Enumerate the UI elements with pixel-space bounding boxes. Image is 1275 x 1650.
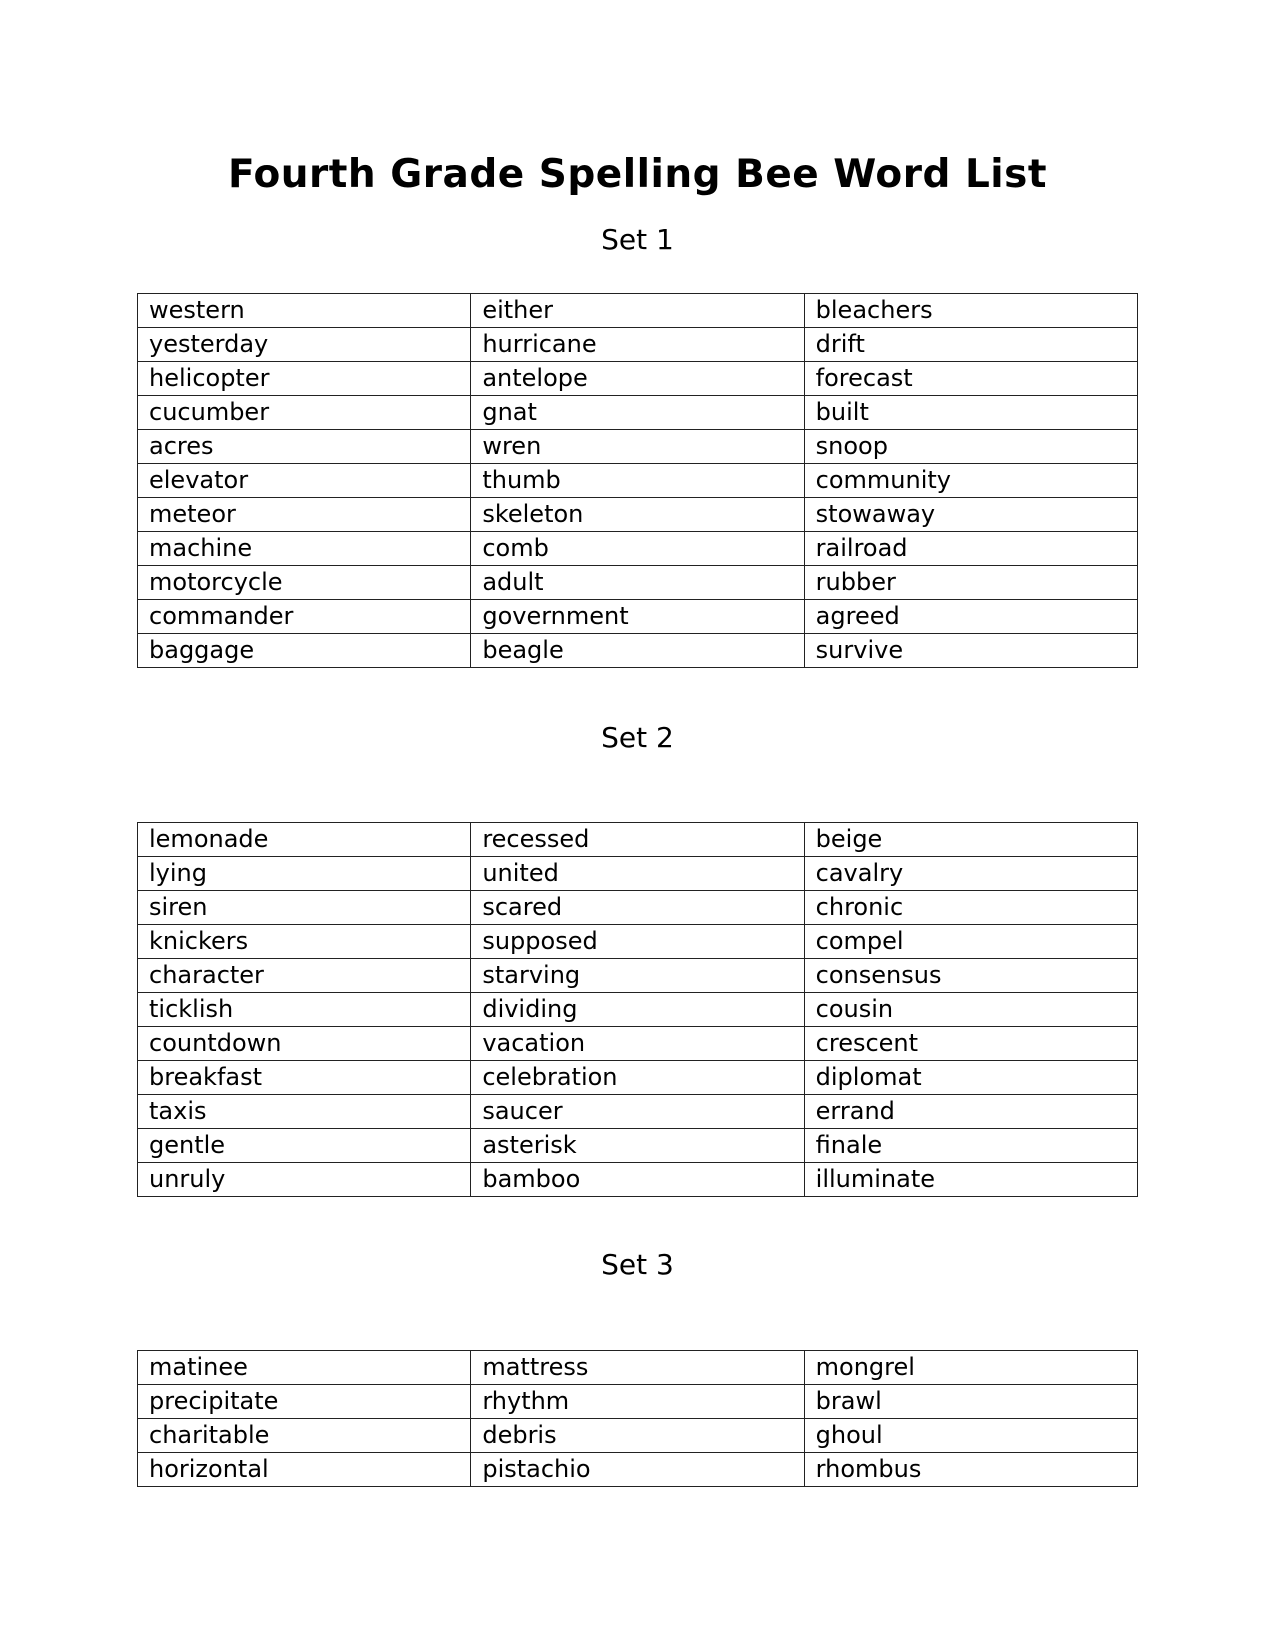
word-cell: precipitate	[138, 1385, 471, 1419]
word-cell: finale	[804, 1129, 1137, 1163]
set-1-heading: Set 1	[601, 223, 674, 256]
table-row	[138, 1163, 1138, 1197]
word-cell: rubber	[804, 566, 1137, 600]
word-cell: consensus	[804, 959, 1137, 993]
word-cell: cavalry	[804, 857, 1137, 891]
set-2-word-table	[137, 822, 1138, 1197]
word-cell: compel	[804, 925, 1137, 959]
word-cell: skeleton	[471, 498, 804, 532]
word-cell: either	[471, 294, 804, 328]
word-cell: yesterday	[138, 328, 471, 362]
table-row	[138, 1351, 1138, 1385]
word-cell: commander	[138, 600, 471, 634]
word-cell: hurricane	[471, 328, 804, 362]
word-cell: railroad	[804, 532, 1137, 566]
word-cell: built	[804, 396, 1137, 430]
table-row	[138, 891, 1138, 925]
set-3-heading: Set 3	[601, 1248, 674, 1281]
word-cell: illuminate	[804, 1163, 1137, 1197]
table-row	[138, 1061, 1138, 1095]
word-cell: cucumber	[138, 396, 471, 430]
word-cell: diplomat	[804, 1061, 1137, 1095]
word-cell: pistachio	[471, 1453, 804, 1487]
word-cell: rhythm	[471, 1385, 804, 1419]
word-cell: siren	[138, 891, 471, 925]
word-cell: taxis	[138, 1095, 471, 1129]
set-1-word-table	[137, 293, 1138, 668]
word-cell: matinee	[138, 1351, 471, 1385]
table-row	[138, 600, 1138, 634]
word-cell: celebration	[471, 1061, 804, 1095]
word-cell: mattress	[471, 1351, 804, 1385]
word-cell: acres	[138, 430, 471, 464]
word-cell: horizontal	[138, 1453, 471, 1487]
word-cell: cousin	[804, 993, 1137, 1027]
word-cell: supposed	[471, 925, 804, 959]
word-cell: gentle	[138, 1129, 471, 1163]
word-cell: recessed	[471, 823, 804, 857]
word-cell: stowaway	[804, 498, 1137, 532]
word-cell: meteor	[138, 498, 471, 532]
word-cell: ghoul	[804, 1419, 1137, 1453]
word-cell: lying	[138, 857, 471, 891]
table-row	[138, 857, 1138, 891]
table-row	[138, 566, 1138, 600]
word-cell: mongrel	[804, 1351, 1137, 1385]
word-cell: vacation	[471, 1027, 804, 1061]
word-cell: community	[804, 464, 1137, 498]
word-cell: dividing	[471, 993, 804, 1027]
word-cell: snoop	[804, 430, 1137, 464]
table-row	[138, 823, 1138, 857]
word-cell: thumb	[471, 464, 804, 498]
table-row	[138, 498, 1138, 532]
word-cell: asterisk	[471, 1129, 804, 1163]
table-row	[138, 959, 1138, 993]
page-title: Fourth Grade Spelling Bee Word List	[227, 152, 1048, 197]
table-row	[138, 993, 1138, 1027]
table-row	[138, 464, 1138, 498]
word-cell: beagle	[471, 634, 804, 668]
word-cell: lemonade	[138, 823, 471, 857]
word-cell: drift	[804, 328, 1137, 362]
word-cell: bamboo	[471, 1163, 804, 1197]
table-row	[138, 1385, 1138, 1419]
word-cell: countdown	[138, 1027, 471, 1061]
table-row	[138, 1095, 1138, 1129]
table-row	[138, 328, 1138, 362]
word-cell: motorcycle	[138, 566, 471, 600]
set-3-word-table	[137, 1350, 1138, 1487]
word-cell: chronic	[804, 891, 1137, 925]
word-cell: adult	[471, 566, 804, 600]
table-row	[138, 634, 1138, 668]
word-cell: ticklish	[138, 993, 471, 1027]
word-cell: saucer	[471, 1095, 804, 1129]
word-cell: brawl	[804, 1385, 1137, 1419]
word-cell: western	[138, 294, 471, 328]
set-2-heading: Set 2	[601, 721, 674, 754]
table-row	[138, 532, 1138, 566]
table-row	[138, 1129, 1138, 1163]
word-cell: crescent	[804, 1027, 1137, 1061]
table-row	[138, 1027, 1138, 1061]
word-cell: government	[471, 600, 804, 634]
table-row	[138, 925, 1138, 959]
word-cell: beige	[804, 823, 1137, 857]
word-cell: debris	[471, 1419, 804, 1453]
word-cell: knickers	[138, 925, 471, 959]
word-cell: charitable	[138, 1419, 471, 1453]
word-cell: helicopter	[138, 362, 471, 396]
word-cell: comb	[471, 532, 804, 566]
table-row	[138, 396, 1138, 430]
table-row	[138, 1453, 1138, 1487]
word-cell: survive	[804, 634, 1137, 668]
table-row	[138, 362, 1138, 396]
table-row	[138, 430, 1138, 464]
word-cell: unruly	[138, 1163, 471, 1197]
word-cell: breakfast	[138, 1061, 471, 1095]
word-cell: united	[471, 857, 804, 891]
word-cell: wren	[471, 430, 804, 464]
word-cell: character	[138, 959, 471, 993]
word-cell: rhombus	[804, 1453, 1137, 1487]
word-cell: starving	[471, 959, 804, 993]
word-cell: errand	[804, 1095, 1137, 1129]
table-row	[138, 1419, 1138, 1453]
word-cell: baggage	[138, 634, 471, 668]
table-row	[138, 294, 1138, 328]
word-cell: antelope	[471, 362, 804, 396]
word-cell: agreed	[804, 600, 1137, 634]
word-cell: elevator	[138, 464, 471, 498]
word-cell: bleachers	[804, 294, 1137, 328]
word-cell: scared	[471, 891, 804, 925]
word-cell: forecast	[804, 362, 1137, 396]
word-cell: machine	[138, 532, 471, 566]
word-cell: gnat	[471, 396, 804, 430]
